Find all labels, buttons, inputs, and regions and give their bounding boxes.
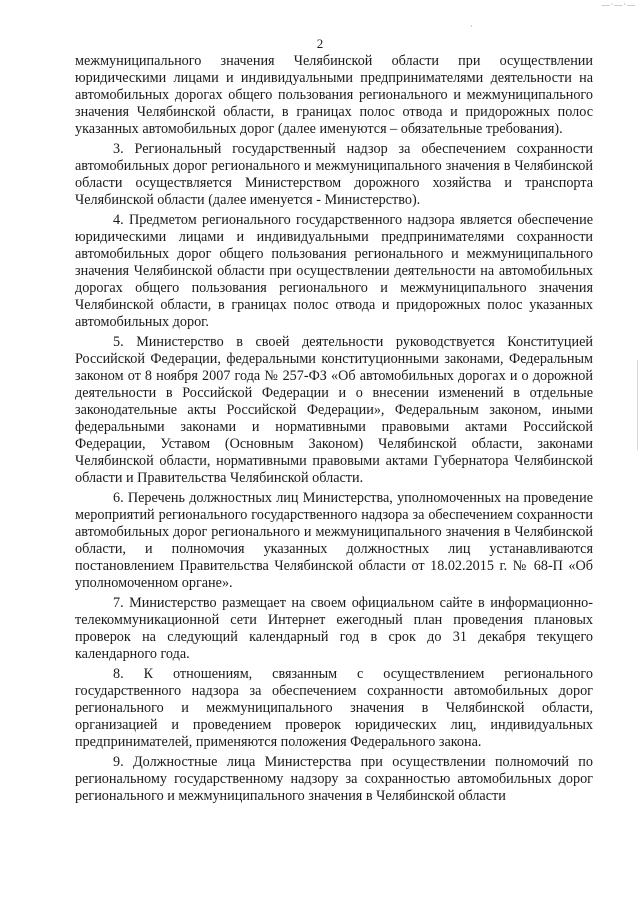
paragraph-continuation: межмуниципального значения Челябинской области при осуществлении юридическими лицами и индивидуальными предпринимателями деятельности на автомобильных дорогах общего пользования регионального и межмуниципального значения Челябинской области, в границах полос отвода и придорожных полос указанных автомобильных дорог (далее именуются – обязательные требования). (75, 53, 593, 137)
scan-mark: —·—·— (601, 0, 636, 9)
paragraph-7: 7. Министерство размещает на своем официальном сайте в информационно-телекоммуникационной сети Интернет ежегодный план проведения плановых проверок на следующий календарный год в срок до 31 декабря текущего календарного года. (75, 595, 593, 662)
paragraph-4: 4. Предметом регионального государственного надзора является обеспечение юридическими лицами и индивидуальными предпринимателями сохранности автомобильных дорог общего пользования регионального и межмуниципального значения Челябинской области при осуществлении деятельности на автомобильных дорогах общего пользования регионального и межмуниципального значения Челябинской области, в границах полос отвода и придорожных полос указанных автомобильных дорог. (75, 212, 593, 330)
paragraph-3: 3. Региональный государственный надзор за обеспечением сохранности автомобильных дорог регионального и межмуниципального значения в Челябинской области осуществляется Министерством дорожного хозяйства и транспорта Челябинской области (далее именуется - Министерство). (75, 141, 593, 208)
paragraph-5: 5. Министерство в своей деятельности руководствуется Конституцией Российской Федерации, федеральными конституционными законами, Федеральным законом от 8 ноября 2007 года № 257-ФЗ «Об автомобильных дорогах и о дорожной деятельности в Российской Федерации и о внесении изменений в отдельные законодательные акты Российской Федерации», Федеральным законом, иными федеральными законами и нормативными правовыми актами Российской Федерации, Уставом (Основным Законом) Челябинской области, законами Челябинской области, нормативными правовыми актами Губернатора Челябинской области и Правительства Челябинской области. (75, 334, 593, 486)
document-body (75, 53, 593, 808)
scan-edge-line (637, 360, 638, 450)
paragraph-9: 9. Должностные лица Министерства при осуществлении полномочий по региональному государственному надзору за сохранностью автомобильных дорог регионального и межмуниципального значения в Челябинской области (75, 754, 593, 804)
paragraph-8: 8. К отношениям, связанным с осуществлением регионального государственного надзора за обеспечением сохранности автомобильных дорог регионального и межмуниципального значения в Челябинской области, организацией и проведением проверок юридических лиц, индивидуальных предпринимателей, применяются положения Федерального закона. (75, 666, 593, 750)
scan-speck: · (470, 22, 473, 31)
page-number: 2 (316, 36, 324, 51)
paragraph-6: 6. Перечень должностных лиц Министерства, уполномоченных на проведение мероприятий регионального государственного надзора за обеспечением сохранности автомобильных дорог регионального и межмуниципального значения в Челябинской области, и полномочия указанных должностных лиц устанавливаются постановлением Правительства Челябинской области от 18.02.2015 г. № 68-П «Об уполномоченном органе». (75, 490, 593, 591)
